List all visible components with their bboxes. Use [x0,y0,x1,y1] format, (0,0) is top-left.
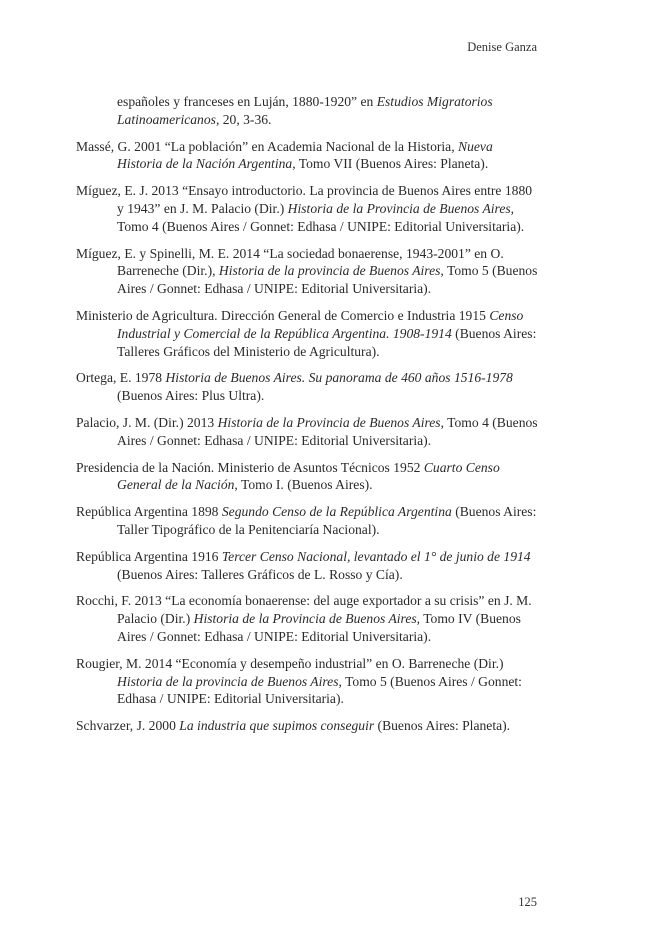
reference-text: , Tomo VII (Buenos Aires: Planeta). [292,156,489,172]
reference-entry [76,548,538,584]
reference-text: , Tomo 4 (Buenos Aires / Gonnet: Edhasa / UNIPE: Editorial Universitaria). [117,414,538,448]
reference-text: , Tomo IV (Buenos Aires / Gonnet: Edhasa / UNIPE: Editorial Universitaria). [117,611,521,644]
reference-entry [76,592,538,645]
reference-text: , Tomo I. (Buenos Aires). [234,477,373,493]
reference-title: Cuarto Censo General de la Nación [117,459,500,493]
reference-text: República Argentina 1898 [76,504,222,520]
reference-title: Segundo Censo de la República Argentina [221,504,452,520]
page-number: 125 [518,895,537,909]
reference-text: República Argentina 1916 [76,548,222,564]
reference-text: Palacio, J. M. (Dir.) 2013 [76,414,218,430]
reference-title: Nueva Historia de la Nación Argentina [117,138,493,172]
reference-text: , Tomo 5 (Buenos Aires / Gonnet: Edhasa / UNIPE: Editorial Universitaria). [117,263,538,297]
running-head-author: Denise Ganza [467,40,537,54]
reference-entry [76,414,538,450]
reference-text: Presidencia de la Nación. Ministerio de Asuntos Técnicos 1952 [76,459,424,475]
reference-text: Ortega, E. 1978 [76,370,166,386]
reference-entry-continuation [76,93,538,129]
reference-text: Rougier, M. 2014 “Economía y desempeño industrial” en O. Barreneche (Dir.) [76,655,504,671]
reference-entry [76,717,538,735]
reference-title: Historia de Buenos Aires. Su panorama de 460 años 1516-1978 [165,370,513,386]
reference-title: Tercer Censo Nacional, levantado el 1° de junio de 1914 [221,548,531,564]
reference-text: , 20, 3-36. [215,111,272,127]
reference-entry [76,369,538,405]
reference-text: , Tomo 4 (Buenos Aires / Gonnet: Edhasa / UNIPE: Editorial Universitaria). [117,200,525,234]
reference-entry [76,245,538,298]
reference-entry [76,182,538,235]
reference-text: Míguez, E. J. 2013 “Ensayo introductorio. La provincia de Buenos Aires entre 1880 y 1943” en J. M. Palacio (Dir.) [76,183,533,216]
reference-text: (Buenos Aires: Plus Ultra). [117,388,265,404]
reference-title: Estudios Migratorios Latinoamericanos [117,94,493,127]
reference-entry [76,307,538,360]
reference-title: Censo Industrial y Comercial de la República Argentina. 1908-1914 [117,307,524,341]
reference-text: Ministerio de Agricultura. Dirección General de Comercio e Industria 1915 [76,307,490,323]
reference-text: Rocchi, F. 2013 “La economía bonaerense: del auge exportador a su crisis” en J. M. Palacio (Dir.) [76,593,532,627]
reference-title: Historia de la Provincia de Buenos Aires [287,200,511,216]
reference-entry [76,138,538,174]
reference-entry [76,503,538,539]
reference-text: (Buenos Aires: Taller Tipográfico de la Penitenciaría Nacional). [117,504,537,537]
reference-text: , Tomo 5 (Buenos Aires / Gonnet: Edhasa / UNIPE: Editorial Universitaria). [117,673,522,707]
reference-text: Massé, G. 2001 “La población” en Academia Nacional de la Historia, [76,138,459,154]
reference-title: Historia de la Provincia de Buenos Aires [217,414,441,430]
reference-title: Historia de la Provincia de Buenos Aires [193,611,417,627]
bibliography-list [76,93,538,744]
reference-text: (Buenos Aires: Talleres Gráficos de L. Rosso y Cía). [117,566,403,582]
reference-text: (Buenos Aires: Planeta). [374,718,511,734]
reference-text: Schvarzer, J. 2000 [76,718,180,734]
reference-text: Míguez, E. y Spinelli, M. E. 2014 “La sociedad bonaerense, 1943-2001” en O. Barreneche (Dir.), [76,245,504,279]
reference-title: La industria que supimos conseguir [179,718,375,734]
reference-entry [76,655,538,708]
reference-title: Historia de la provincia de Buenos Aires [218,263,441,279]
reference-text: españoles y franceses en Luján, 1880-1920” en [117,94,377,109]
reference-text: (Buenos Aires: Talleres Gráficos del Ministerio de Agricultura). [117,325,537,359]
reference-entry [76,459,538,495]
reference-title: Historia de la provincia de Buenos Aires [117,673,339,689]
